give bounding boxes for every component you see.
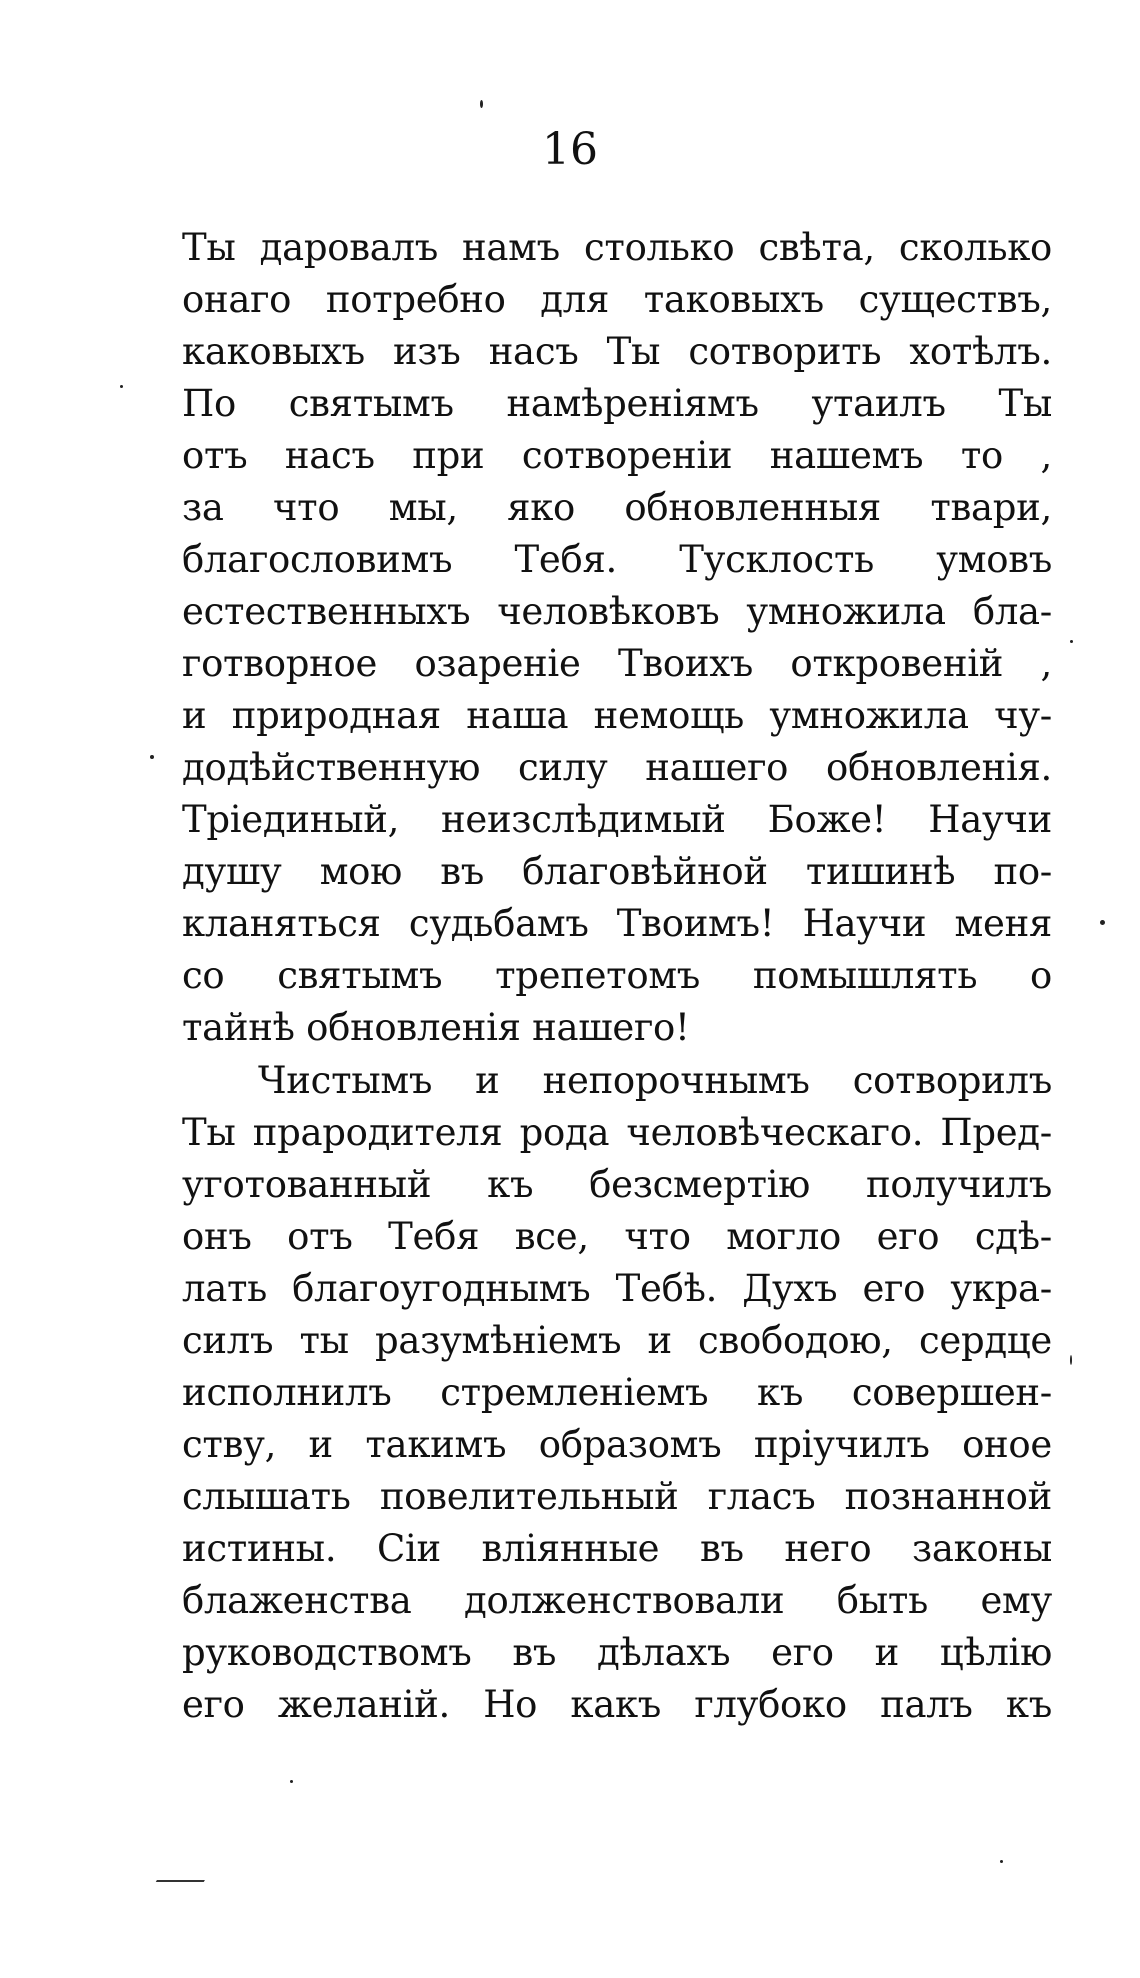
- text-line: блаженства долженствовали быть ему: [182, 1579, 1052, 1622]
- text-line: По святымъ намѣреніямъ утаилъ Ты: [182, 382, 1052, 425]
- page-number: 16: [542, 124, 598, 175]
- scan-speck: [120, 385, 123, 388]
- text-line: кланяться судьбамъ Твоимъ! Научи меня: [182, 902, 1052, 945]
- text-line: благословимъ Тебя. Тусклость умовъ: [182, 538, 1052, 581]
- scan-speck: [1100, 920, 1105, 925]
- text-line: лать благоугоднымъ Тебѣ. Духъ его укра-: [182, 1267, 1052, 1310]
- text-line: отъ насъ при сотвореніи нашемъ то ,: [182, 434, 1052, 477]
- text-line: истины. Сіи влiянные въ него законы: [182, 1527, 1052, 1570]
- text-line: исполнилъ стремленіемъ къ совершен-: [182, 1371, 1052, 1414]
- text-line: додѣйственную силу нашего обновленія.: [182, 746, 1052, 789]
- text-line: Ты даровалъ намъ столько свѣта, сколько: [182, 226, 1052, 269]
- scan-speck: [1000, 1860, 1003, 1863]
- scan-speck: [1070, 640, 1073, 643]
- text-line: каковыхъ изъ насъ Ты сотворить хотѣлъ.: [182, 330, 1052, 373]
- text-line: Ты прародителя рода человѣческаго. Пред-: [182, 1111, 1052, 1154]
- scan-mark: [143, 1880, 205, 1904]
- scan-speck: [480, 100, 483, 108]
- scan-speck: [150, 755, 154, 759]
- paragraph-1: [182, 222, 1052, 1054]
- text-line: руководствомъ въ дѣлахъ его и цѣлію: [182, 1631, 1052, 1674]
- text-line: уготованный къ безсмертію получилъ: [182, 1163, 1052, 1206]
- text-line: Чистымъ и непорочнымъ сотворилъ: [258, 1059, 1052, 1102]
- text-line: силъ ты разумѣніемъ и свободою, сердце: [182, 1319, 1052, 1362]
- text-line: естественныхъ человѣковъ умножила бла-: [182, 590, 1052, 633]
- text-line: Тріединый, неизслѣдимый Боже! Научи: [182, 798, 1052, 841]
- scan-speck: [290, 1780, 293, 1783]
- text-line: за что мы, яко обновленныя твари,: [182, 486, 1052, 529]
- text-line: ству, и такимъ образомъ пріучилъ оное: [182, 1423, 1052, 1466]
- text-line: онъ отъ Тебя все, что могло его сдѣ-: [182, 1215, 1052, 1258]
- text-line: душу мою въ благовѣйной тишинѣ по-: [182, 850, 1052, 893]
- paragraph-2: [182, 1055, 1052, 1731]
- text-line: со святымъ трепетомъ помышлять о: [182, 954, 1052, 997]
- text-line: тайнѣ обновленія нашего!: [182, 1006, 690, 1049]
- text-line: готворное озареніе Твоихъ откровеній ,: [182, 642, 1052, 685]
- text-line: онаго потребно для таковыхъ существъ,: [182, 278, 1052, 321]
- text-line: его желаній. Но какъ глубоко палъ къ: [182, 1683, 1052, 1726]
- text-line: слышать повелительный гласъ познанной: [182, 1475, 1052, 1518]
- text-line: и природная наша немощь умножила чу-: [182, 694, 1052, 737]
- scan-speck: [1070, 1355, 1072, 1365]
